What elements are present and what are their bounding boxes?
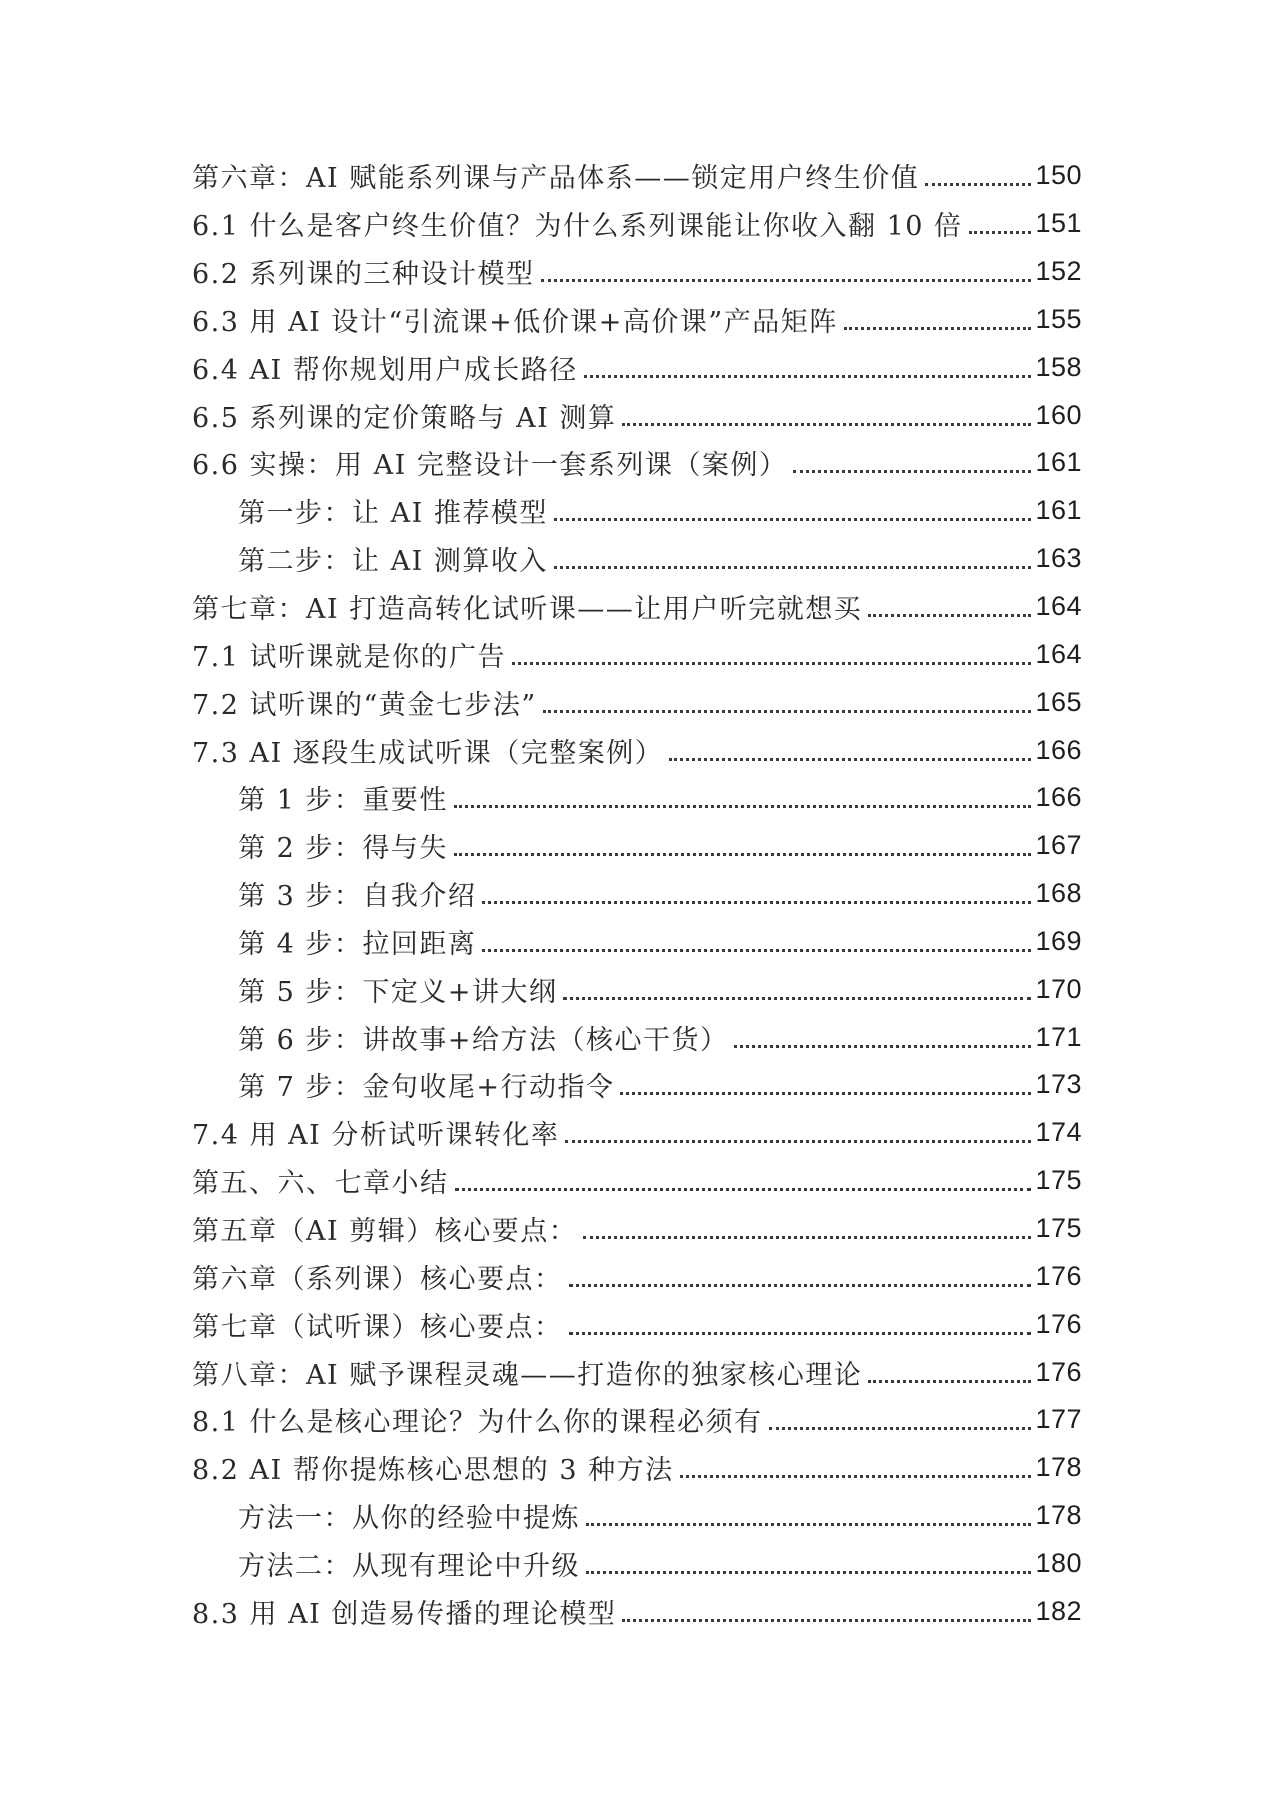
toc-page-number: 151 [1035,208,1082,239]
toc-entry-title: 第五章（AI 剪辑）核心要点： [192,1215,578,1247]
toc-dot-leader [769,1427,1032,1430]
toc-dot-leader [455,1188,1032,1191]
toc-dot-leader [583,1236,1031,1239]
toc-entry-title: 第 3 步：自我介绍 [238,881,477,913]
toc-entry-title: 6.2 系列课的三种设计模型 [192,259,535,291]
toc-dot-leader [586,1571,1031,1574]
toc-dot-leader [554,566,1032,569]
toc-entry[interactable] [192,296,1082,344]
toc-page-number: 167 [1035,830,1082,861]
toc-entry[interactable] [192,1444,1082,1492]
toc-subentry[interactable] [192,774,1082,822]
toc-entry[interactable] [192,1396,1082,1444]
toc-dot-leader [563,997,1031,1000]
toc-entry-title: 6.5 系列课的定价策略与 AI 测算 [192,402,617,434]
toc-entry-title: 6.6 实操：用 AI 完整设计一套系列课（案例） [192,450,788,482]
toc-entry[interactable] [192,1252,1082,1300]
toc-entry-title: 8.1 什么是核心理论？为什么你的课程必须有 [192,1407,763,1439]
toc-page-number: 166 [1035,782,1082,813]
toc-entry-title: 7.4 用 AI 分析试听课转化率 [192,1120,560,1152]
toc-entry-title: 第 6 步：讲故事+给方法（核心干货） [238,1024,729,1056]
toc-page-number: 164 [1035,638,1082,669]
toc-page-number: 169 [1035,925,1082,956]
toc-entry[interactable] [192,439,1082,487]
toc-page-number: 176 [1035,1308,1082,1339]
toc-page-number: 161 [1035,447,1082,478]
toc-subentry[interactable] [192,535,1082,583]
toc-entry[interactable] [192,1587,1082,1635]
toc-dot-leader [734,1045,1031,1048]
toc-entry[interactable] [192,630,1082,678]
toc-entry[interactable] [192,1157,1082,1205]
toc-entry-title: 第七章（试听课）核心要点： [192,1311,563,1343]
toc-subentry[interactable] [192,487,1082,535]
toc-entry-title: 方法一：从你的经验中提炼 [238,1503,580,1535]
toc-dot-leader [512,662,1031,665]
toc-page-number: 174 [1035,1117,1082,1148]
toc-dot-leader [925,183,1031,186]
toc-page-number: 176 [1035,1260,1082,1291]
toc-page-number: 178 [1035,1500,1082,1531]
toc-dot-leader [584,375,1032,378]
toc-dot-leader [622,1619,1031,1622]
toc-dot-leader [482,901,1031,904]
toc-page-number: 164 [1035,591,1082,622]
toc-entry-title: 方法二：从现有理论中升级 [238,1550,580,1582]
toc-entry-title: 第 5 步：下定义+讲大纲 [238,976,558,1008]
toc-entry[interactable] [192,1300,1082,1348]
toc-entry-title: 8.3 用 AI 创造易传播的理论模型 [192,1598,617,1630]
toc-dot-leader [793,470,1031,473]
toc-page-number: 171 [1035,1021,1082,1052]
toc-dot-leader [969,231,1032,234]
toc-entry-title: 7.1 试听课就是你的广告 [192,641,507,673]
toc-dot-leader [541,279,1032,282]
toc-entry[interactable] [192,391,1082,439]
toc-page-number: 160 [1035,399,1082,430]
toc-entry[interactable] [192,200,1082,248]
toc-entry[interactable] [192,1109,1082,1157]
toc-dot-leader [454,805,1032,808]
toc-dot-leader [620,1092,1031,1095]
toc-entry[interactable] [192,248,1082,296]
toc-subentry[interactable] [192,1061,1082,1109]
toc-page-number: 178 [1035,1452,1082,1483]
toc-entry-title: 第二步：让 AI 测算收入 [238,546,548,578]
toc-dot-leader [622,423,1031,426]
toc-page-number: 177 [1035,1404,1082,1435]
toc-page-number: 158 [1035,351,1082,382]
toc-entry[interactable] [192,583,1082,631]
toc-page-number: 176 [1035,1356,1082,1387]
toc-page-number: 180 [1035,1547,1082,1578]
toc-page-number: 161 [1035,495,1082,526]
toc-entry-title: 第 1 步：重要性 [238,785,448,817]
toc-dot-leader [569,1332,1032,1335]
toc-entry-title: 第一步：让 AI 推荐模型 [238,498,548,530]
toc-dot-leader [669,758,1031,761]
toc-entry-title: 6.3 用 AI 设计“引流课+低价课+高价课”产品矩阵 [192,306,838,338]
toc-page-number: 170 [1035,973,1082,1004]
toc-subentry[interactable] [192,822,1082,870]
toc-entry-title: 7.2 试听课的“黄金七步法” [192,689,537,721]
toc-page-number: 166 [1035,734,1082,765]
toc-page-number: 168 [1035,878,1082,909]
toc-entry[interactable] [192,1205,1082,1253]
toc-dot-leader [680,1475,1032,1478]
toc-dot-leader [543,710,1032,713]
toc-entry-title: 第七章：AI 打造高转化试听课——让用户听完就想买 [192,594,863,626]
toc-entry[interactable] [192,343,1082,391]
toc-entry-title: 第六章：AI 赋能系列课与产品体系——锁定用户终生价值 [192,163,920,195]
toc-entry-title: 第 4 步：拉回距离 [238,928,477,960]
toc-dot-leader [565,1140,1031,1143]
toc-entry-title: 第八章：AI 赋予课程灵魂——打造你的独家核心理论 [192,1359,863,1391]
toc-entry-title: 8.2 AI 帮你提炼核心思想的 3 种方法 [192,1455,674,1487]
toc-dot-leader [844,327,1032,330]
toc-dot-leader [586,1523,1031,1526]
table-of-contents [192,152,1082,1635]
toc-dot-leader [482,949,1031,952]
toc-subentry[interactable] [192,870,1082,918]
toc-page-number: 165 [1035,686,1082,717]
toc-entry-title: 6.1 什么是客户终生价值？为什么系列课能让你收入翻 10 倍 [192,211,963,243]
toc-subentry[interactable] [192,1013,1082,1061]
toc-entry[interactable] [192,678,1082,726]
toc-entry-title: 第 7 步：金句收尾+行动指令 [238,1072,615,1104]
toc-dot-leader [454,853,1032,856]
toc-entry-title: 第六章（系列课）核心要点： [192,1263,563,1295]
toc-entry-title: 第 2 步：得与失 [238,833,448,865]
toc-dot-leader [569,1284,1032,1287]
toc-subentry[interactable] [192,1492,1082,1540]
toc-entry[interactable] [192,1348,1082,1396]
toc-page-number: 150 [1035,160,1082,191]
toc-dot-leader [868,614,1031,617]
toc-page-number: 175 [1035,1165,1082,1196]
toc-page-number: 182 [1035,1595,1082,1626]
toc-page-number: 152 [1035,256,1082,287]
toc-page-number: 155 [1035,303,1082,334]
toc-page-number: 163 [1035,543,1082,574]
toc-dot-leader [868,1380,1031,1383]
toc-subentry[interactable] [192,1539,1082,1587]
toc-entry[interactable] [192,152,1082,200]
toc-entry-title: 第五、六、七章小结 [192,1168,449,1200]
toc-entry-title: 6.4 AI 帮你规划用户成长路径 [192,354,578,386]
toc-page-number: 175 [1035,1212,1082,1243]
toc-dot-leader [554,518,1032,521]
toc-entry-title: 7.3 AI 逐段生成试听课（完整案例） [192,737,664,769]
toc-page-number: 173 [1035,1069,1082,1100]
toc-subentry[interactable] [192,965,1082,1013]
toc-subentry[interactable] [192,918,1082,966]
toc-entry[interactable] [192,726,1082,774]
